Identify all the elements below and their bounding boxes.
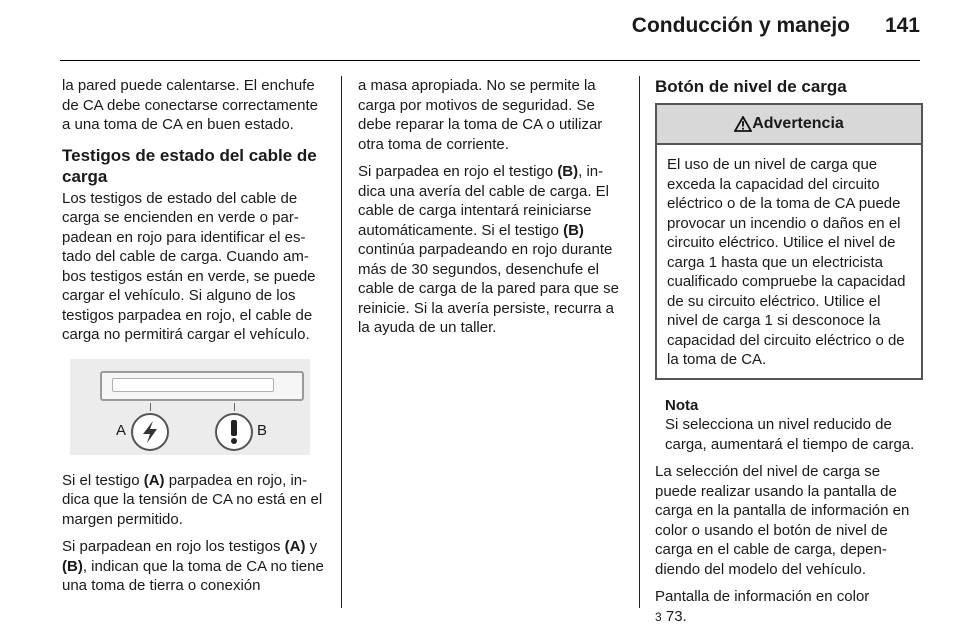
- column-middle: [358, 76, 624, 346]
- indicator-panel: [100, 371, 304, 401]
- paragraph-indicator-a: Si el testigo (A) parpadea en rojo, indica que la tensión de CA no está en el margen permitido.: [62, 471, 323, 528]
- column-divider-1: [341, 76, 342, 608]
- warning-box: [655, 103, 923, 380]
- indicator-label-a: A: [116, 421, 127, 439]
- paragraph-continuation: la pared puede calentarse. El enchufe de CA debe conectarse correctamente a una toma de CA en buen estado.: [62, 77, 318, 133]
- paragraph-indicator-b: Si parpadea en rojo el testigo (B), indica una avería del cable de carga. El cable de carga intentará reiniciarse automáticamente. Si el testigo (B) continúa parpadeando en rojo durante más de 30 segundos, desenchufe el cable de carga de la pared para que se reinicie. Si la avería persiste, recurra a la ayuda de un taller.: [358, 163, 620, 336]
- page-title: Conducción y manejo: [631, 14, 850, 37]
- lightning-icon: [131, 413, 169, 451]
- indicator-tick-a: [150, 403, 151, 411]
- note-block: [665, 396, 923, 455]
- warning-title: Advertencia: [752, 115, 844, 133]
- paragraph-indicator-ab: Si parpadean en rojo los testigos (A) y (B), indican que la toma de CA no tiene una toma de tierra o conexión: [62, 538, 324, 594]
- page-header: [0, 0, 960, 62]
- page-number: 141: [884, 14, 920, 37]
- column-left: [62, 76, 324, 604]
- warning-text: El uso de un nivel de carga que exceda la capacidad del circuito eléctrico o de la toma de CA puede provocar un incendio o daños en el circuito eléctrico. Utilice el nivel de carga 1 hasta que un electricista cualificado compruebe la capacidad de su circuito eléctrico. Utilice el nivel de carga 1 si desconoce la capacidad del circuito eléctrico o de la toma de CA.: [667, 156, 906, 368]
- indicator-tick-b: [234, 403, 235, 411]
- paragraph-charge-level-selection: La selección del nivel de carga se puede realizar usando la pantalla de carga en la pantalla de información en color o usando el botón de nivel de carga en el cable de carga, dependiendo del modelo del vehículo.: [655, 463, 910, 578]
- section-heading-status-lights: Testigos de estado del cable de carga: [62, 145, 317, 186]
- note-text: Si selecciona un nivel reducido de carga, aumentará el tiempo de carga.: [665, 416, 915, 453]
- page-reference: 73.: [661, 607, 687, 625]
- charge-cable-indicator-figure: [70, 359, 310, 455]
- warning-header: [657, 105, 921, 145]
- paragraph-status-lights: Los testigos de estado del cable de carga se encienden en verde o parpadean en rojo para identificar el estado del cable de carga. Cuando ambos testigos están en verde, se puede cargar el vehículo. Si alguno de los testigos parpadea en rojo, el cable de carga no permitirá cargar el vehículo.: [62, 189, 316, 343]
- indicator-label-b: B: [257, 421, 268, 439]
- section-heading-charge-level: Botón de nivel de carga: [655, 77, 847, 96]
- warning-triangle-icon: [734, 116, 752, 132]
- header-divider: [60, 60, 920, 61]
- paragraph-color-info-display: Pantalla de información en color 3 73.: [655, 588, 870, 625]
- page-reference-arrow-icon: 3: [655, 609, 662, 624]
- column-right: [655, 76, 923, 635]
- column-divider-2: [639, 76, 640, 608]
- paragraph-ground-connection: a masa apropiada. No se permite la carga por motivos de seguridad. Se debe reparar la toma de CA o utilizar otra toma de corriente.: [358, 77, 603, 153]
- exclamation-icon: [215, 413, 253, 451]
- note-title: Nota: [665, 396, 699, 414]
